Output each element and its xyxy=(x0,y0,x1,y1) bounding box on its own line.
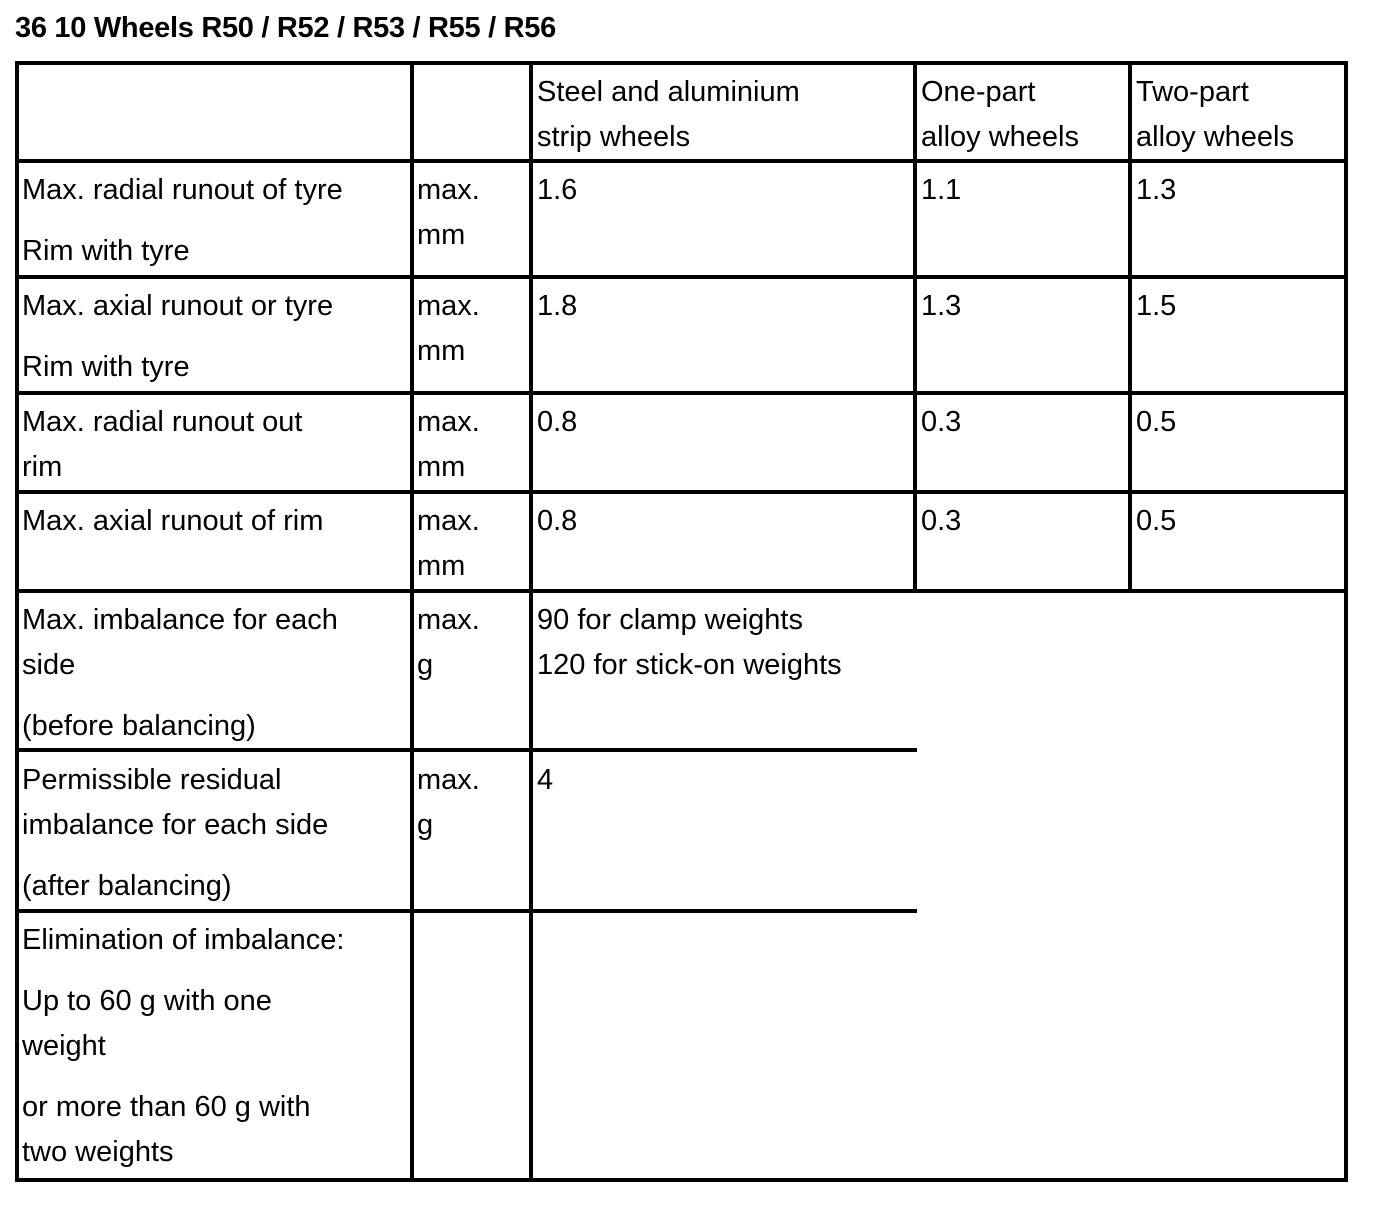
table-border-onepart-col xyxy=(913,61,917,593)
row-unit: max. g xyxy=(417,764,480,841)
table-border-steel-col xyxy=(529,61,533,1182)
table-border-twopart-col xyxy=(1128,61,1132,593)
row-unit: max. mm xyxy=(417,174,480,251)
value-residual-imbalance: 4 xyxy=(537,764,554,796)
value-one-part: 1.3 xyxy=(921,290,962,322)
table-border-top xyxy=(15,61,1348,65)
value-imbalance-weights: 90 for clamp weights 120 for stick-on weights xyxy=(537,604,842,681)
value-one-part: 0.3 xyxy=(921,505,962,537)
row-label-elimination-of-imbalance: Elimination of imbalance: Up to 60 g with one weight or more than 60 g with two weights xyxy=(22,924,345,1168)
row-label-radial-runout-rim: Max. radial runout out rim xyxy=(22,406,303,483)
row-unit: max. mm xyxy=(417,290,480,367)
header-steel-aluminium: Steel and aluminium strip wheels xyxy=(537,76,800,153)
value-steel: 0.8 xyxy=(537,505,578,537)
value-two-part: 0.5 xyxy=(1136,406,1177,438)
row-label-radial-runout-tyre: Max. radial runout of tyre Rim with tyre xyxy=(22,174,343,267)
value-two-part: 1.3 xyxy=(1136,174,1177,206)
row-label-residual-imbalance: Permissible residual imbalance for each side (after balancing) xyxy=(22,764,329,902)
value-two-part: 1.5 xyxy=(1136,290,1177,322)
page-title: 36 10 Wheels R50 / R52 / R53 / R55 / R56 xyxy=(15,12,556,44)
table-border-left xyxy=(15,61,19,1182)
row-label-max-imbalance: Max. imbalance for each side (before balancing) xyxy=(22,604,338,742)
header-two-part-alloy: Two-part alloy wheels xyxy=(1136,76,1294,153)
table-border-unit-col xyxy=(410,61,414,1182)
table-border-right xyxy=(1344,61,1348,1182)
row-label-axial-runout-tyre: Max. axial runout or tyre Rim with tyre xyxy=(22,290,334,383)
header-one-part-alloy: One-part alloy wheels xyxy=(921,76,1079,153)
row-label-axial-runout-rim: Max. axial runout of rim xyxy=(22,505,324,537)
value-one-part: 1.1 xyxy=(921,174,962,206)
value-steel: 1.6 xyxy=(537,174,578,206)
table-border-bottom xyxy=(15,1178,1348,1182)
value-one-part: 0.3 xyxy=(921,406,962,438)
row-divider xyxy=(15,275,1348,279)
row-unit: max. mm xyxy=(417,505,480,582)
row-unit: max. g xyxy=(417,604,480,681)
row-divider xyxy=(15,909,917,913)
value-two-part: 0.5 xyxy=(1136,505,1177,537)
row-divider xyxy=(15,490,1348,494)
value-steel: 1.8 xyxy=(537,290,578,322)
row-unit: max. mm xyxy=(417,406,480,483)
value-steel: 0.8 xyxy=(537,406,578,438)
row-divider xyxy=(15,589,1348,593)
row-divider xyxy=(15,391,1348,395)
